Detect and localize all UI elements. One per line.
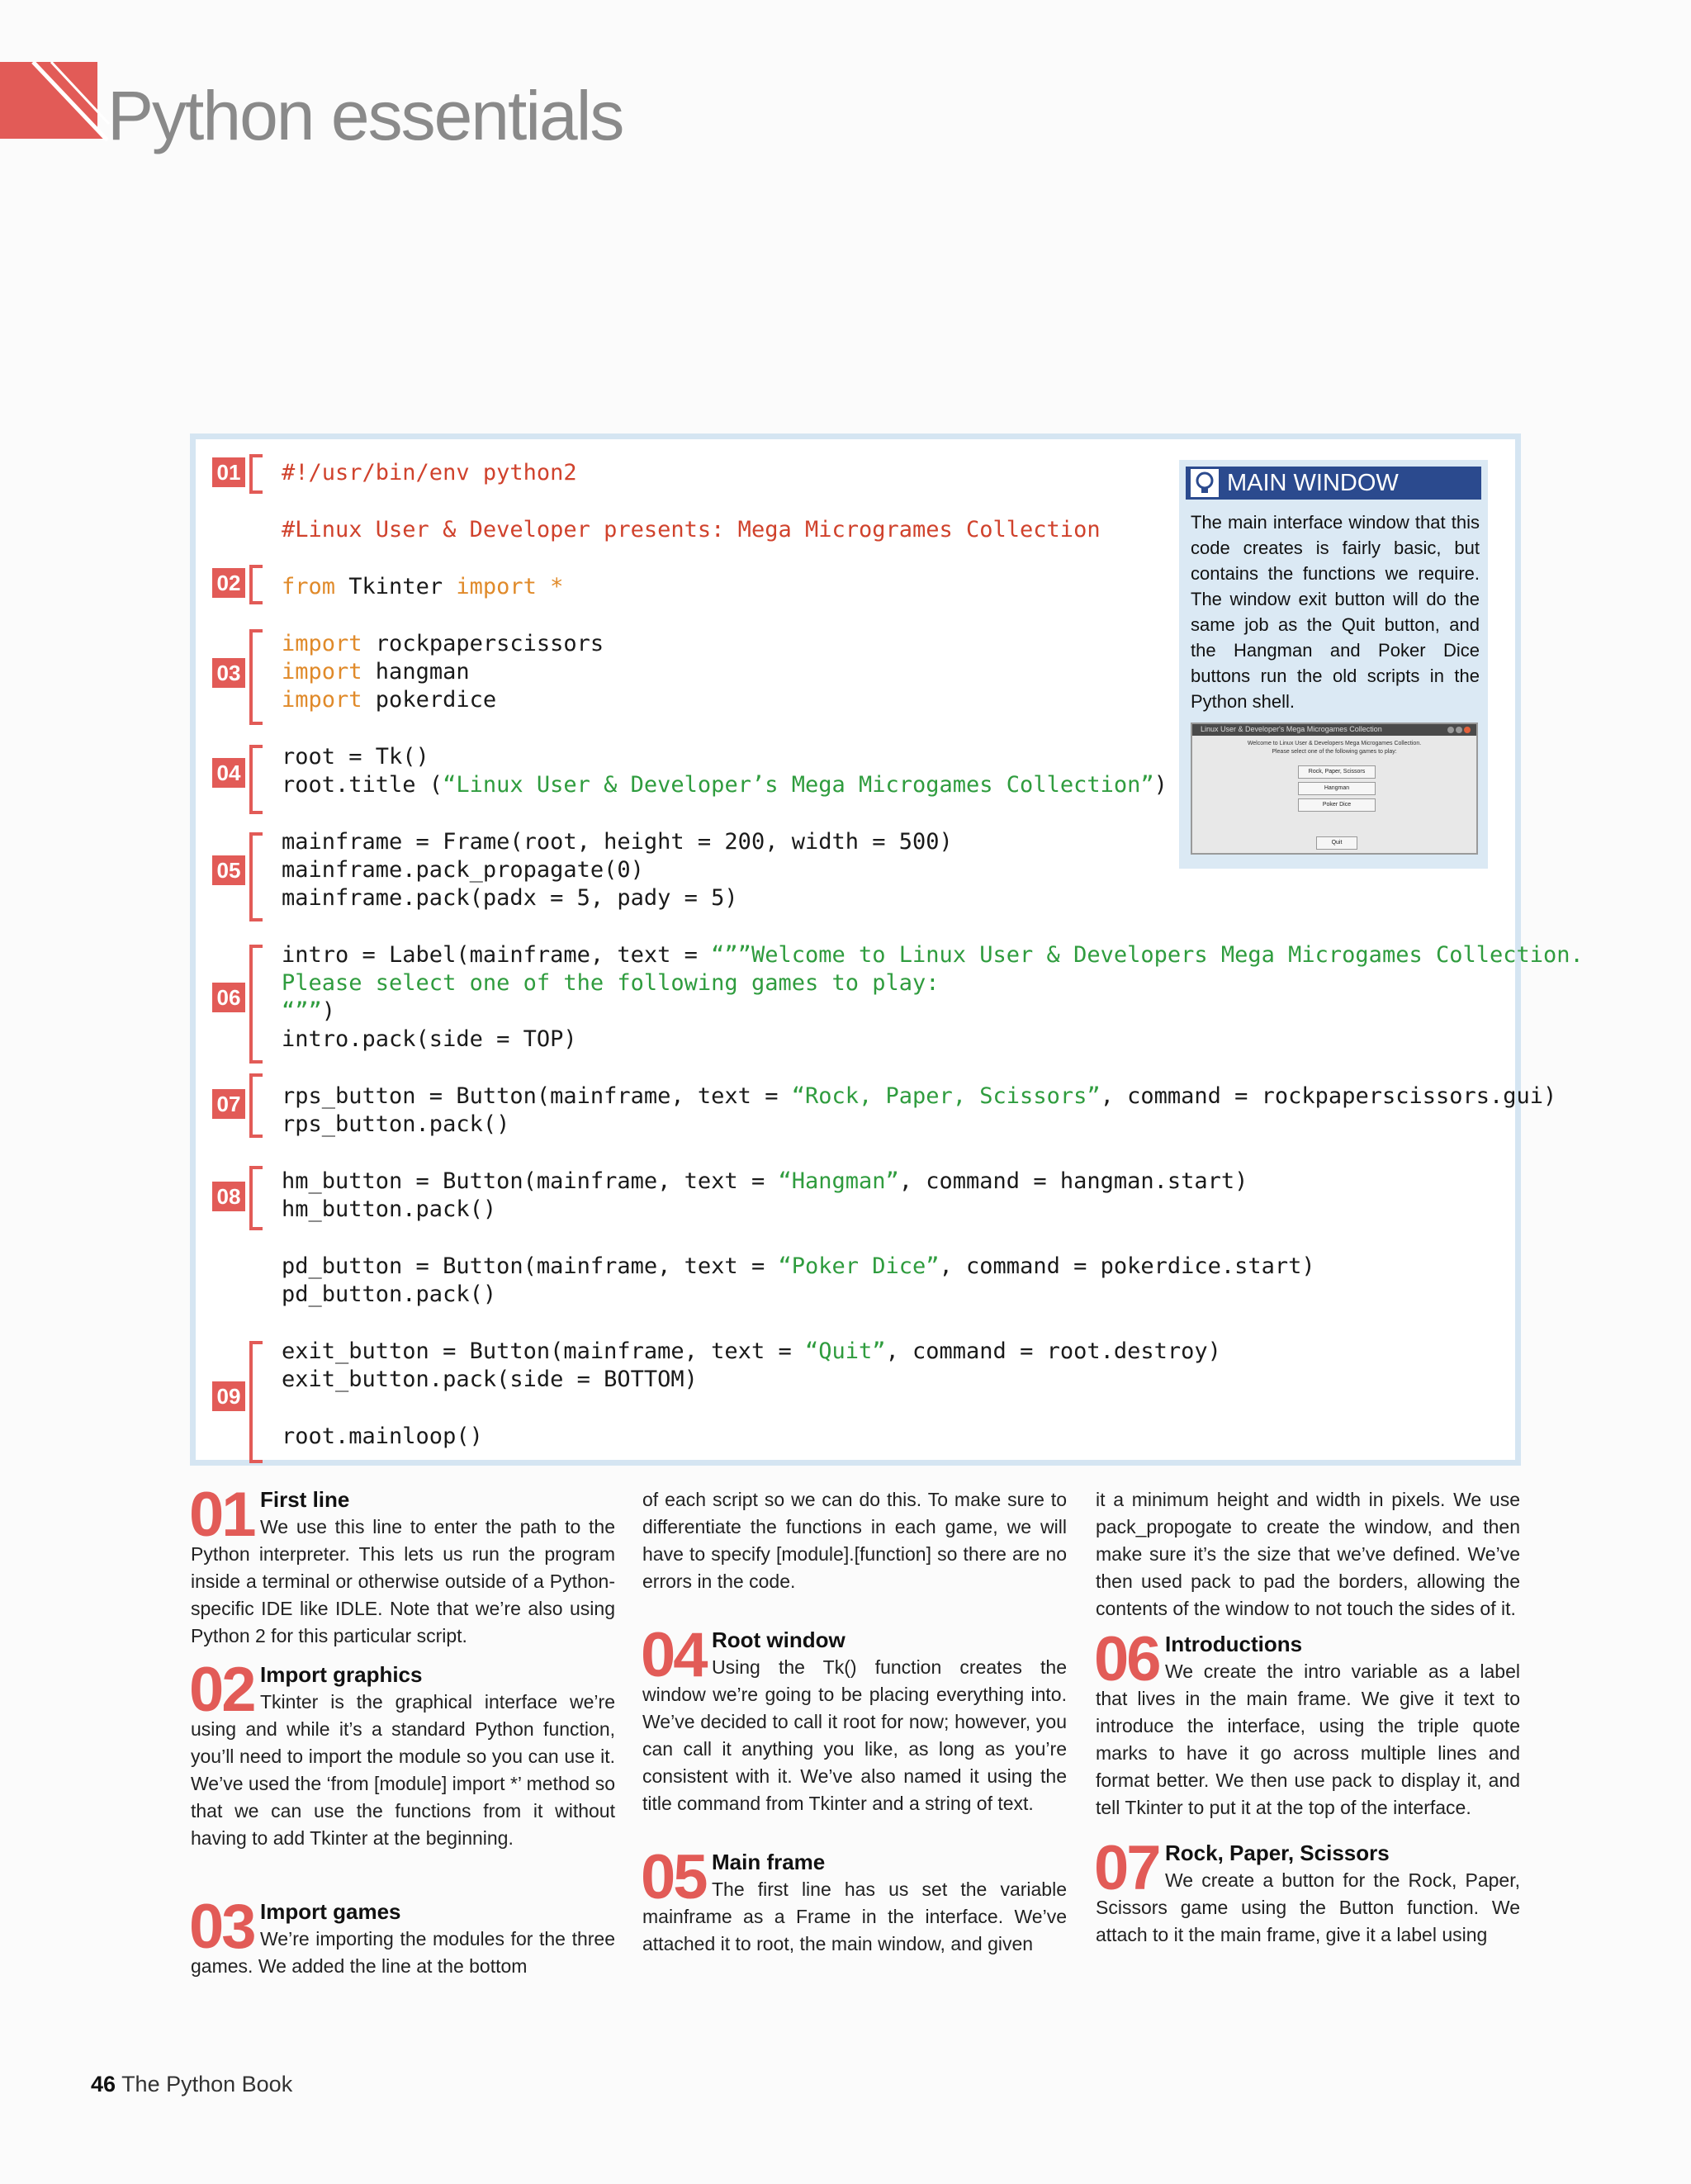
code-token: hangman: [362, 659, 470, 685]
code-line: [282, 1026, 577, 1054]
app-window-screenshot: [1191, 722, 1478, 855]
step-bracket: [249, 565, 263, 604]
step-badge-09: 09: [212, 1381, 245, 1411]
code-token: , command = hangman.start): [898, 1168, 1248, 1194]
book-title: The Python Book: [121, 2072, 293, 2096]
step-bracket: [249, 454, 263, 494]
code-line: [282, 969, 940, 997]
section-title: Main frame: [712, 1850, 826, 1874]
section-number: 04: [641, 1620, 706, 1690]
page-number: 46: [91, 2072, 116, 2096]
article-column-1: [189, 1480, 615, 1980]
section-title: Import games: [260, 1899, 401, 1924]
section-06: [1094, 1624, 1520, 1822]
header-fold-graphic: [0, 0, 116, 149]
step-bracket: [249, 945, 263, 1064]
code-token: “””Welcome to Linux User & Developers Mega Microgames Collection.: [711, 942, 1584, 968]
code-line: [282, 856, 644, 884]
section-text: We create the intro variable as a label that lives in the main frame. We give it text to introduce the interface, using the triple quote marks to have it go across multiple lines and format better. We then use pack to display it, and tell Tkinter to put it at the top of the interface.: [1096, 1661, 1520, 1818]
code-token: #!/usr/bin/env python2: [282, 460, 577, 486]
section-number: 07: [1094, 1833, 1159, 1903]
step-badge-03: 03: [212, 658, 245, 688]
code-token: hm_button.pack(): [282, 1196, 497, 1222]
step-badge-05: 05: [212, 855, 245, 885]
screenshot-intro-line1: Welcome to Linux User & Developers Mega Microgames Collection.: [1247, 741, 1422, 746]
step-bracket: [249, 832, 263, 921]
code-line: [282, 771, 1168, 799]
code-token: import: [456, 574, 537, 599]
code-token: exit_button = Button(mainframe, text =: [282, 1338, 805, 1364]
step-badge-01: 01: [212, 457, 245, 487]
code-token: from: [282, 574, 336, 599]
code-line: [282, 1281, 496, 1309]
page-folio: [91, 2072, 292, 2097]
code-token: ): [1153, 772, 1168, 798]
code-line: [282, 997, 335, 1026]
step-bracket: [249, 1073, 263, 1138]
section-number: 03: [189, 1892, 254, 1962]
screenshot-titlebar: [1192, 724, 1476, 736]
article-column-3: [1096, 1486, 1520, 1949]
screenshot-hangman-button[interactable]: Hangman: [1298, 782, 1376, 795]
code-line: [282, 1423, 483, 1451]
code-token: mainframe = Frame(root, height = 200, width = 500): [282, 829, 953, 855]
code-token: intro = Label(mainframe, text =: [282, 942, 712, 968]
section-number: 01: [189, 1480, 254, 1550]
section-07: [1094, 1833, 1520, 1949]
section-number: 05: [641, 1842, 706, 1912]
section-text: The first line has us set the variable mainframe as a Frame in the interface. We’ve attached it to root, the main window, and given: [642, 1878, 1067, 1954]
code-token: rps_button.pack(): [282, 1111, 510, 1137]
code-token: intro.pack(side = TOP): [282, 1026, 577, 1052]
screenshot-quit-button[interactable]: Quit: [1316, 836, 1357, 850]
code-token: root.mainloop(): [282, 1424, 483, 1449]
section-title: Rock, Paper, Scissors: [1165, 1841, 1390, 1865]
code-line: [282, 828, 953, 856]
code-line: [282, 1168, 1248, 1196]
code-token: “Hangman”: [778, 1168, 899, 1194]
code-token: import: [282, 631, 362, 656]
column-lead-text: of each script so we can do this. To make sure to differentiate the functions in each game, we will have to specify [module].[function] so there are no errors in the code.: [642, 1489, 1067, 1592]
code-token: root = Tk(): [282, 744, 429, 770]
code-line: [282, 941, 1584, 969]
code-token: ): [321, 998, 336, 1024]
main-window-heading: [1186, 467, 1481, 500]
step-bracket: [249, 629, 263, 725]
code-listing-box: [190, 433, 1584, 1466]
code-line: [282, 516, 1101, 544]
step-badge-08: 08: [212, 1182, 245, 1211]
section-text: Using the Tk() function creates the window we’re going to be placing everything into. We’ve decided to call it root for now; however, you can call it anything you like, as long as you’re consistent with it. We’ve also named it using the title command from Tkinter and a string of text.: [642, 1656, 1067, 1814]
code-line: [282, 573, 563, 601]
section-title: Introductions: [1165, 1632, 1303, 1656]
code-token: mainframe.pack(padx = 5, pady = 5): [282, 885, 738, 911]
step-badge-07: 07: [212, 1089, 245, 1119]
section-text: We’re importing the modules for the three games. We added the line at the bottom: [191, 1928, 615, 1977]
code-token: , command = rockpaperscissors.gui): [1100, 1083, 1557, 1109]
section-title: Import graphics: [260, 1662, 423, 1687]
code-token: import: [282, 687, 362, 713]
code-token: #Linux User & Developer presents: Mega Microgrames Collection: [282, 517, 1101, 542]
article-column-2: [642, 1486, 1067, 1958]
code-line: [282, 1111, 509, 1139]
code-token: “Poker Dice”: [778, 1253, 940, 1279]
section-header-title: Python essentials: [107, 77, 623, 154]
section-01: [189, 1480, 615, 1650]
code-token: Tkinter: [335, 574, 457, 599]
code-token: “””: [282, 998, 322, 1024]
code-token: pokerdice: [362, 687, 497, 713]
lightbulb-icon: [1191, 469, 1219, 497]
main-window-title: MAIN WINDOW: [1227, 470, 1399, 496]
code-line: [282, 630, 604, 658]
section-text: We use this line to enter the path to the Python interpreter. This lets us run the program inside a terminal or otherwise outside of a Python-specific IDE like IDLE. Note that we’re also using Python 2 for this particular script.: [191, 1516, 615, 1646]
code-line: [282, 884, 738, 912]
code-token: root.title (: [282, 772, 443, 798]
code-line: [282, 459, 577, 487]
section-text: Tkinter is the graphical interface we’re using and while it’s a standard Python function, you’ll need to import the module so you can use it. We’ve used the ‘from [module] import *’ method so that we can use the functions from it without having to add Tkinter at the beginning.: [191, 1691, 615, 1849]
code-line: [282, 658, 470, 686]
code-line: [282, 1366, 698, 1394]
code-token: hm_button = Button(mainframe, text =: [282, 1168, 779, 1194]
section-03: [189, 1892, 615, 1980]
code-line: [282, 1196, 496, 1224]
step-bracket: [249, 745, 263, 814]
code-token: *: [536, 574, 564, 599]
code-line: [282, 1083, 1556, 1111]
code-token: exit_button.pack(side = BOTTOM): [282, 1367, 698, 1392]
section-title: Root window: [712, 1627, 846, 1652]
code-token: , command = pokerdice.start): [939, 1253, 1315, 1279]
screenshot-window-title: Linux User & Developer's Mega Microgames Collection: [1201, 725, 1382, 733]
code-line: [282, 1338, 1221, 1366]
section-04: [641, 1620, 1067, 1817]
column-lead-text: it a minimum height and width in pixels. We use pack_propogate to create the window, and then make sure it’s the size that we’ve defined. We’ve then used pack to pad the borders, allowing the contents of the window to not touch the sides of it.: [1096, 1489, 1520, 1619]
section-title: First line: [260, 1487, 350, 1512]
code-token: rockpaperscissors: [362, 631, 604, 656]
code-token: import: [282, 659, 362, 685]
code-line: [282, 743, 429, 771]
code-token: “Rock, Paper, Scissors”: [791, 1083, 1101, 1109]
step-bracket: [249, 1341, 263, 1463]
code-token: rps_button = Button(mainframe, text =: [282, 1083, 792, 1109]
step-badge-02: 02: [212, 568, 245, 598]
code-token: “Quit”: [804, 1338, 886, 1364]
section-text: We create a button for the Rock, Paper, Scissors game using the Button function. We attach to it the main frame, give it a label using: [1096, 1869, 1520, 1945]
screenshot-pokerdice-button[interactable]: Poker Dice: [1298, 798, 1376, 812]
step-bracket: [249, 1166, 263, 1230]
code-token: pd_button = Button(mainframe, text =: [282, 1253, 779, 1279]
main-window-sidebar: [1179, 460, 1488, 869]
code-token: , command = root.destroy): [885, 1338, 1221, 1364]
code-line: [282, 1253, 1315, 1281]
code-token: pd_button.pack(): [282, 1282, 497, 1307]
screenshot-intro-line2: Please select one of the following games to play:: [1272, 749, 1397, 755]
code-token: mainframe.pack_propagate(0): [282, 857, 644, 883]
code-token: Please select one of the following games to play:: [282, 970, 940, 996]
step-badge-04: 04: [212, 758, 245, 788]
section-02: [189, 1655, 615, 1852]
step-badge-06: 06: [212, 983, 245, 1012]
section-05: [641, 1842, 1067, 1958]
code-line: [282, 686, 496, 714]
screenshot-rps-button[interactable]: Rock, Paper, Scissors: [1298, 765, 1376, 779]
window-controls-icon: [1447, 726, 1471, 734]
code-token: “Linux User & Developer’s Mega Microgames Collection”: [443, 772, 1154, 798]
main-window-description: The main interface window that this code creates is fairly basic, but contains the functions we require. The window exit button will do the same job as the Quit button, and the Hangman and Poker Dice buttons run the old scripts in the Python shell.: [1191, 512, 1480, 712]
section-number: 02: [189, 1655, 254, 1725]
section-number: 06: [1094, 1624, 1159, 1694]
